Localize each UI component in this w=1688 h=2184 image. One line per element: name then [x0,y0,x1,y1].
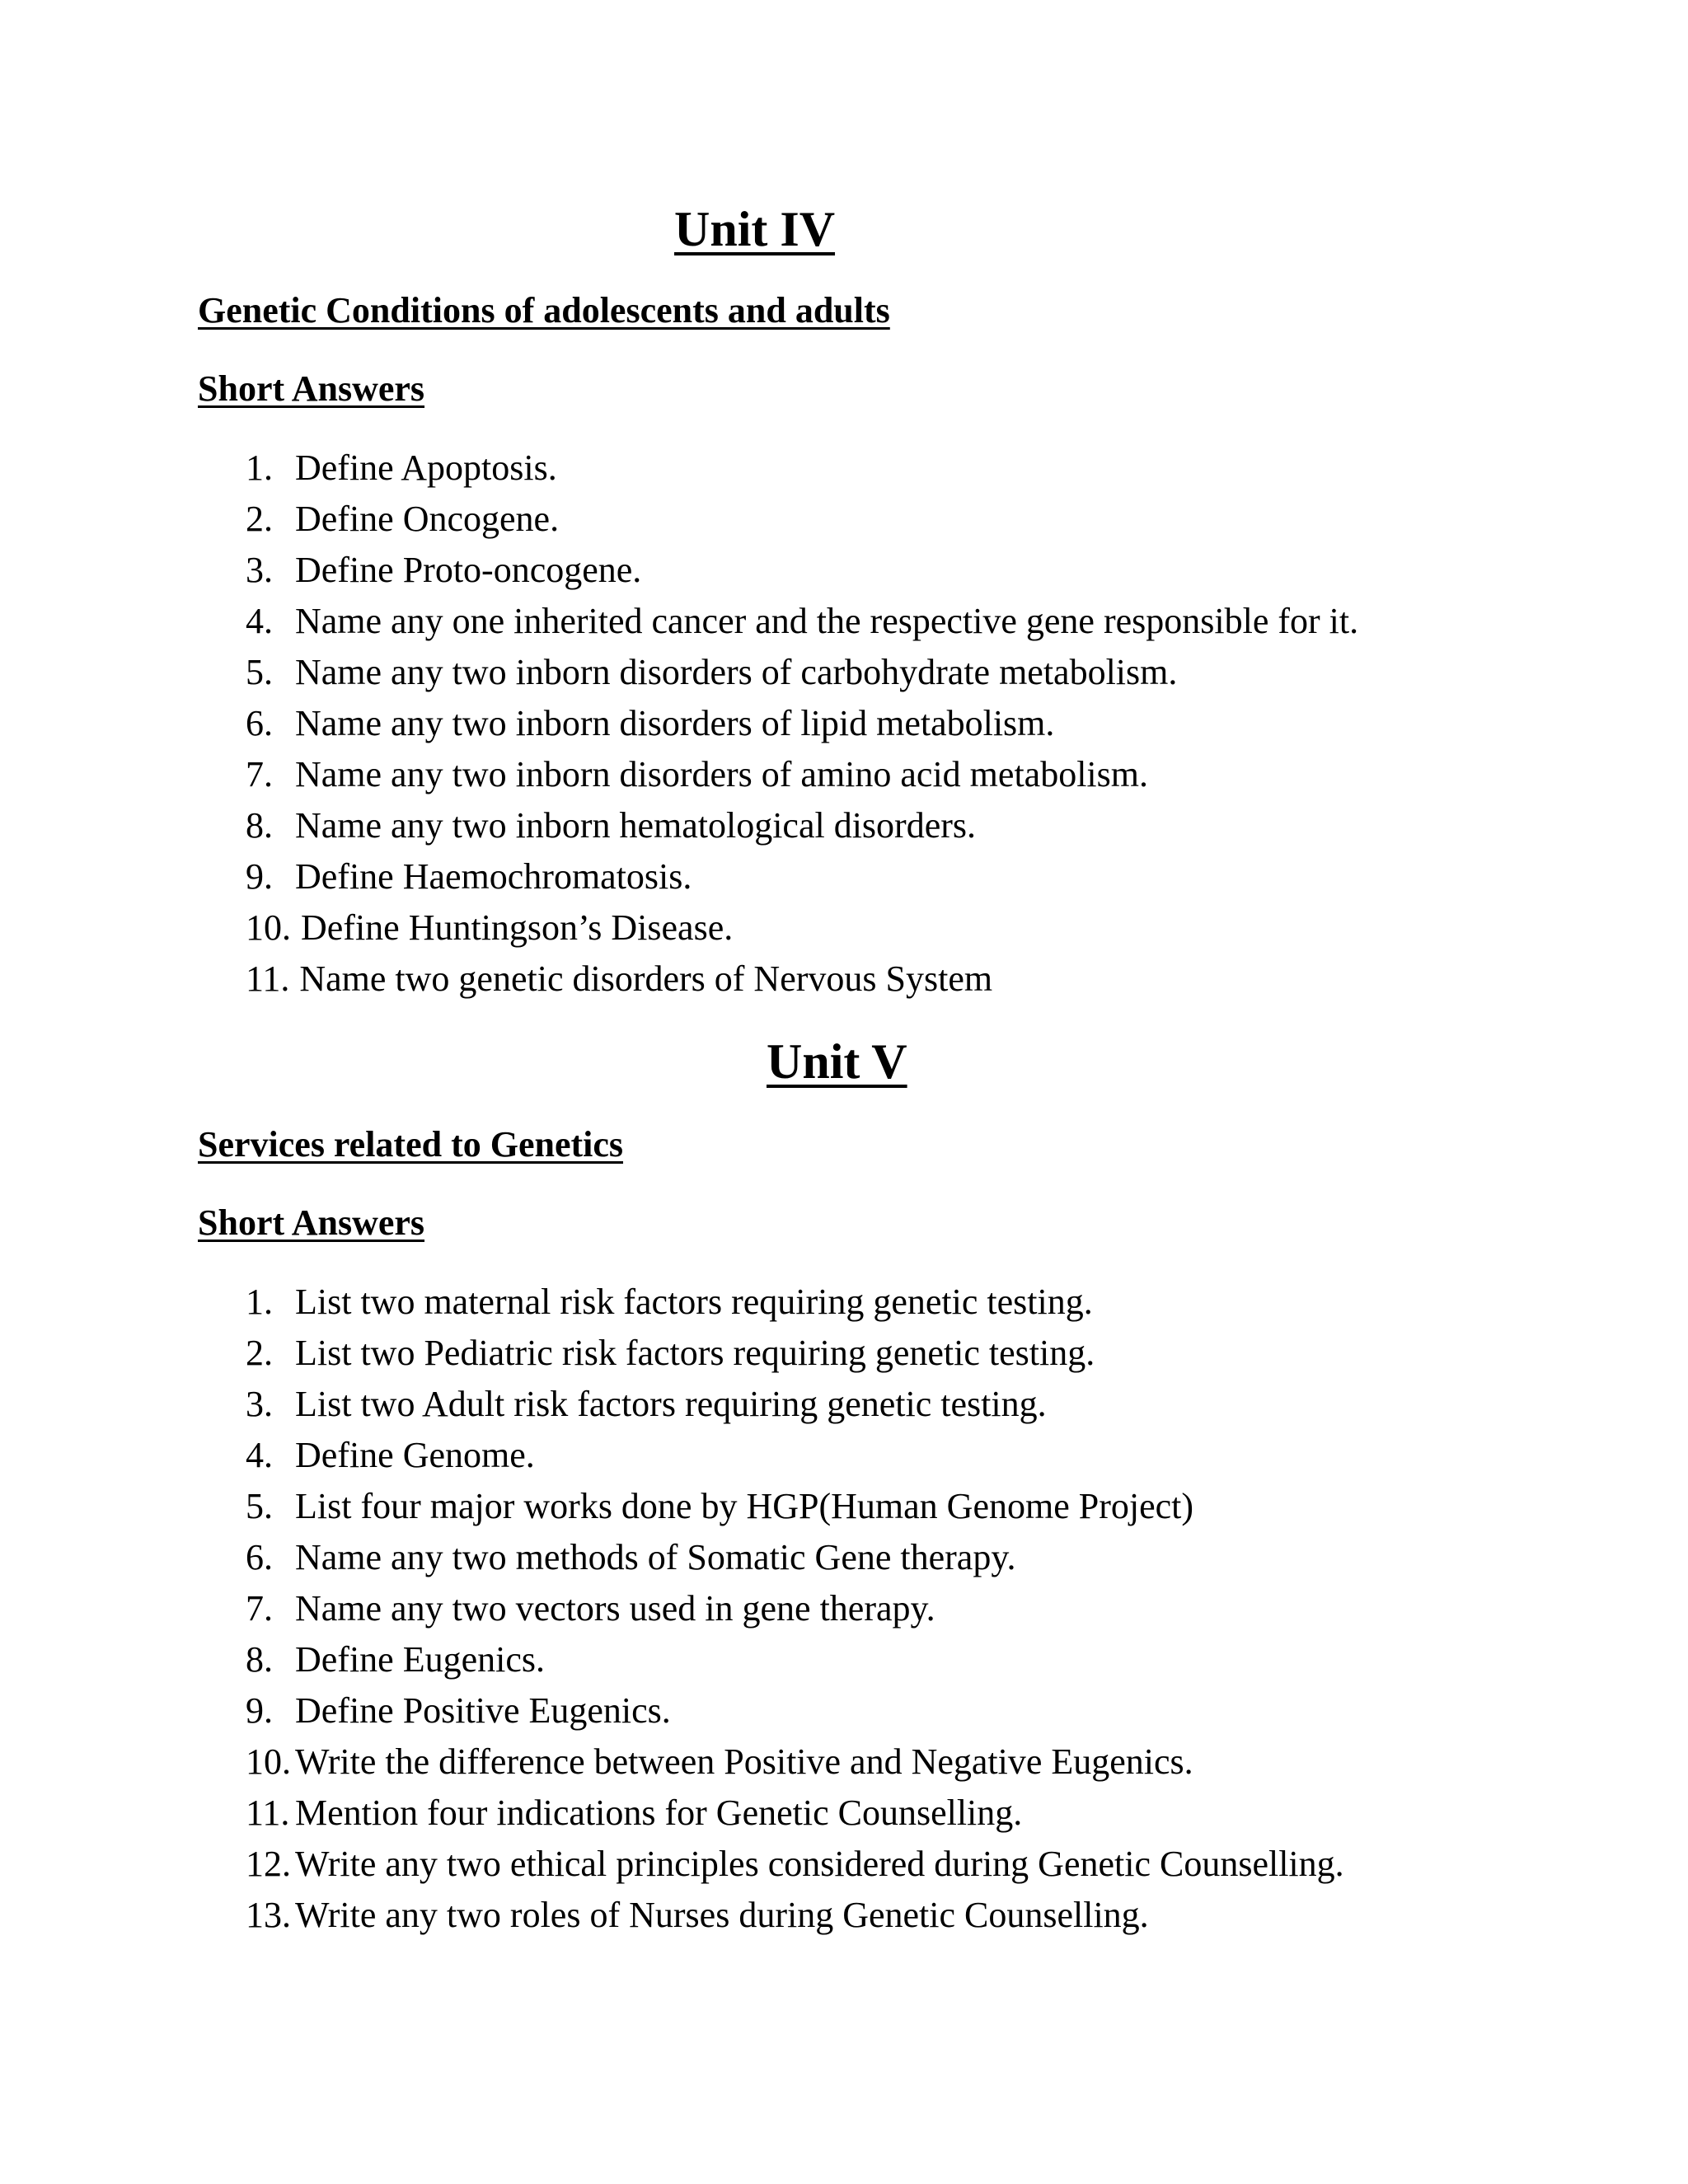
question-item [246,596,1358,647]
question-item [246,851,1358,902]
question-number: 10. [246,1741,291,1782]
question-number: 8. [246,805,273,846]
question-item [246,1634,1344,1685]
question-number: 3. [246,550,273,590]
question-text: Define Haemochromatosis. [295,856,692,897]
question-number: 5. [246,1486,273,1526]
unit-v-section-heading: Services related to Genetics [198,1124,624,1165]
question-item [246,443,1358,494]
question-item [246,698,1358,749]
question-number: 6. [246,703,273,743]
question-text: Mention four indications for Genetic Counselling. [295,1793,1023,1833]
question-text: Write any two roles of Nurses during Genetic Counselling. [295,1895,1149,1935]
question-item [246,1788,1344,1839]
question-text: Define Genome. [295,1435,535,1475]
question-text: List four major works done by HGP(Human Genome Project) [295,1486,1194,1526]
question-number: 1. [246,1282,273,1322]
question-text: Define Oncogene. [295,499,560,539]
question-number: 12. [246,1844,291,1884]
question-item [246,1379,1344,1430]
question-text: Define Proto-oncogene. [295,550,642,590]
question-number: 13. [246,1895,291,1935]
question-number: 2. [246,499,273,539]
unit-iv-short-answers-heading: Short Answers [198,368,425,409]
question-item [246,1532,1344,1583]
question-number: 8. [246,1639,273,1680]
question-number: 7. [246,754,273,794]
question-item [246,902,1358,954]
question-item [246,1685,1344,1736]
question-item [246,1430,1344,1481]
question-item [246,1839,1344,1890]
question-number: 1. [246,448,273,488]
question-item [246,545,1358,596]
question-number: 11. [246,958,290,999]
question-text: Name any two methods of Somatic Gene therapy. [295,1537,1016,1577]
question-text: Name any two inborn disorders of amino acid metabolism. [295,754,1148,794]
question-number: 9. [246,856,273,897]
question-item [246,647,1358,698]
unit-iv-title: Unit IV [674,202,836,256]
question-text: Name any two vectors used in gene therapy. [295,1588,935,1629]
question-item [246,1277,1344,1328]
unit-iv-question-list [246,443,1358,1005]
question-text: Name any one inherited cancer and the respective gene responsible for it. [295,601,1359,641]
question-number: 3. [246,1384,273,1424]
question-number: 6. [246,1537,273,1577]
question-number: 2. [246,1333,273,1373]
question-text: Define Eugenics. [295,1639,545,1680]
question-number: 11. [246,1793,290,1833]
question-text: List two Pediatric risk factors requiring genetic testing. [295,1333,1095,1373]
question-text: List two maternal risk factors requiring genetic testing. [295,1282,1093,1322]
question-text: List two Adult risk factors requiring genetic testing. [295,1384,1047,1424]
question-item [246,1481,1344,1532]
question-text: Write any two ethical principles considered during Genetic Counselling. [295,1844,1344,1884]
unit-v-title: Unit V [767,1034,907,1089]
question-item [246,800,1358,851]
question-text: Define Positive Eugenics. [295,1690,671,1731]
question-item [246,1328,1344,1379]
unit-iv-section-heading: Genetic Conditions of adolescents and adults [198,290,890,330]
question-text: Name any two inborn disorders of carbohydrate metabolism. [295,652,1178,692]
question-number: 10. [246,907,291,948]
question-text: Name two genetic disorders of Nervous System [299,958,993,999]
question-number: 7. [246,1588,273,1629]
question-number: 5. [246,652,273,692]
question-item [246,494,1358,545]
question-item [246,954,1358,1005]
question-number: 9. [246,1690,273,1731]
question-item [246,1583,1344,1634]
unit-v-short-answers-heading: Short Answers [198,1202,425,1243]
question-text: Name any two inborn disorders of lipid metabolism. [295,703,1055,743]
question-number: 4. [246,1435,273,1475]
question-item [246,1890,1344,1941]
question-item [246,1736,1344,1788]
question-item [246,749,1358,800]
question-text: Define Apoptosis. [295,448,557,488]
question-text: Define Huntingson’s Disease. [301,907,734,948]
unit-v-question-list [246,1277,1344,1941]
question-text: Write the difference between Positive and Negative Eugenics. [295,1741,1193,1782]
question-text: Name any two inborn hematological disorders. [295,805,977,846]
question-number: 4. [246,601,273,641]
